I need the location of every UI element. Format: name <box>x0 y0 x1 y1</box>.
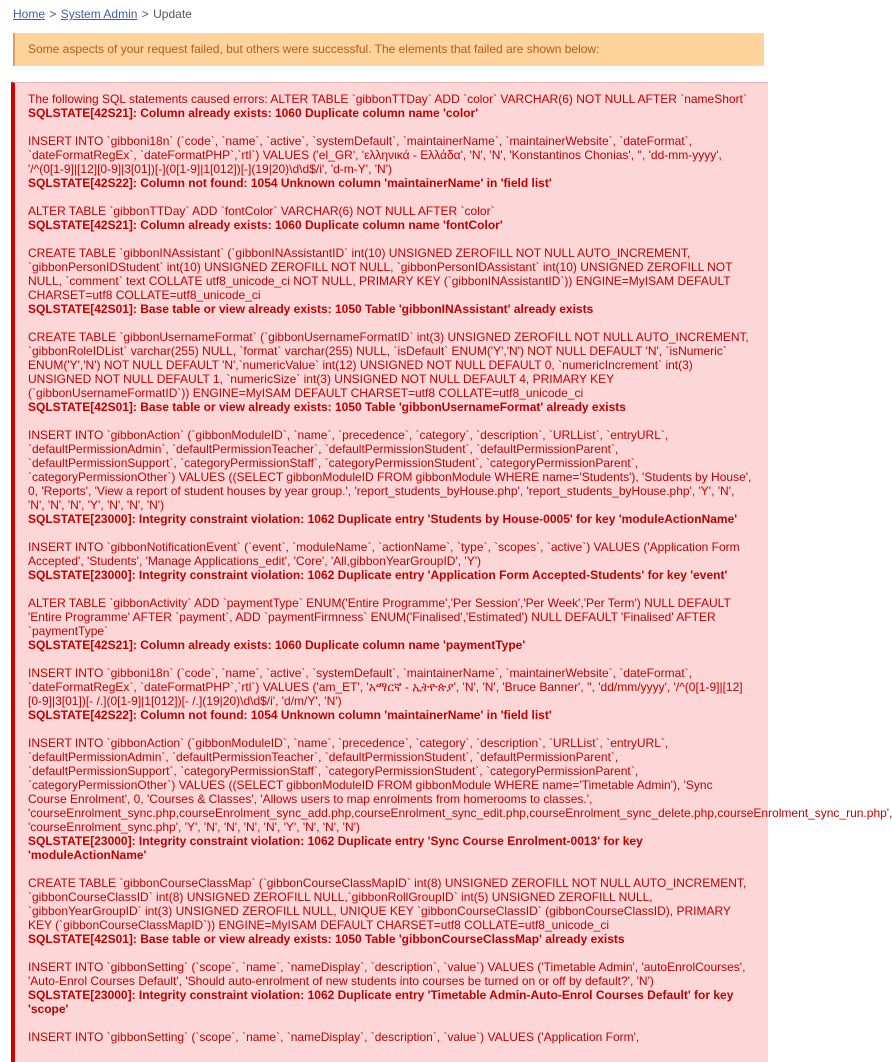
sql-statement-line: `defaultPermissionAdmin`, `defaultPermissionTeacher`, `defaultPermissionStudent`, `defaultPermissionParent`, <box>28 442 619 456</box>
error-entry <box>28 1030 768 1044</box>
breadcrumb-separator: > <box>49 7 57 21</box>
breadcrumb-home-link[interactable]: Home <box>13 7 46 21</box>
sql-statement-line: `gibbonPersonIDStudent` int(10) UNSIGNED ZEROFILL NOT NULL, `gibbonPersonIDAssistant` int(10) UNSIGNED ZEROFILL NOT <box>28 260 733 274</box>
sql-statement-line: ALTER TABLE `gibbonActivity` ADD `paymentType` ENUM('Entire Programme','Per Session','Per Week','Per Term') NULL DEFAULT <box>28 596 731 610</box>
sqlstate-error: SQLSTATE[23000]: Integrity constraint violation: 1062 Duplicate entry 'Sync Course Enrolment-0013' for key <box>28 834 643 848</box>
error-entry <box>28 540 768 582</box>
error-entry <box>28 666 768 722</box>
breadcrumb-current: Update <box>153 7 192 21</box>
sql-statement-line: INSERT INTO `gibbonAction` (`gibbonModuleID`, `name`, `precedence`, `category`, `description`, `URLList`, `entryURL`, <box>28 736 669 750</box>
error-entry <box>28 246 768 316</box>
sql-statement-line: KEY (`gibbonCourseClassMapID`)) ENGINE=MyISAM DEFAULT CHARSET=utf8 COLLATE=utf8_unicode_ci <box>28 918 609 932</box>
sqlstate-error: SQLSTATE[42S01]: Base table or view already exists: 1050 Table 'gibbonINAssistant' already exists <box>28 302 594 316</box>
sql-statement-line: INSERT INTO `gibboni18n` (`code`, `name`, `active`, `systemDefault`, `maintainerName`, `maintainerWebsite`, `dateFormat`, <box>28 666 692 680</box>
sqlstate-error: SQLSTATE[23000]: Integrity constraint violation: 1062 Duplicate entry 'Timetable Admin-Auto-Enrol Courses Default' for key <box>28 988 734 1002</box>
error-entry <box>28 330 768 414</box>
sql-statement-line: `gibbonYearGroupID` int(3) UNSIGNED ZEROFILL NULL, UNIQUE KEY `gibbonCourseClassID` (gibbonCourseClassID), PRIMARY <box>28 904 731 918</box>
error-entry <box>28 106 768 120</box>
sql-statement-line: 'courseEnrolment_sync.php', 'Y', 'N', 'N', 'N', 'N', 'Y', 'N', 'N', 'N') <box>28 820 360 834</box>
sql-statement-line: `dateFormatRegEx`, `dateFormatPHP`,`rtl`) VALUES ('am_ET', 'አማርኛ - ኢትዮጵያ', 'N', 'N', 'Bruce Banner', '', 'dd/mm/yyyy', '/^(0[1-9]|[12] <box>28 680 743 694</box>
sql-statement-line: `dateFormatRegEx`, `dateFormatPHP`,`rtl`) VALUES ('el_GR', 'ελληνικά - Ελλάδα', 'N', 'N', 'Konstantinos Chonias', '', 'dd-mm-yyyy', <box>28 148 722 162</box>
sql-statement-line: Course Enrolment', 0, 'Courses & Classes', 'Allows users to map enrolments from homerooms to classes.', <box>28 792 593 806</box>
error-entry <box>28 428 768 526</box>
sql-statement-line: ENUM('Y','N') NOT NULL DEFAULT 'N',`numericValue` int(12) UNSIGNED NOT NULL DEFAULT 0, `numericIncrement` int(3) <box>28 358 693 372</box>
warning-message: Some aspects of your request failed, but others were successful. The elements that failed are shown below: <box>13 33 764 66</box>
error-entry <box>28 204 768 232</box>
sql-statement-line: 'Auto-Enrol Courses Default', 'Should auto-enrolment of new students into courses be turned on or off by default?', 'N') <box>28 974 654 988</box>
sqlstate-error: SQLSTATE[42S22]: Column not found: 1054 Unknown column 'maintainerName' in 'field list' <box>28 176 552 190</box>
error-entry <box>28 736 892 862</box>
sql-statement-line: INSERT INTO `gibboni18n` (`code`, `name`, `active`, `systemDefault`, `maintainerName`, `maintainerWebsite`, `dateFormat`, <box>28 134 692 148</box>
sql-statement-line: `categoryPermissionOther`) VALUES ((SELECT gibbonModuleID FROM gibbonModule WHERE name='Students'), 'Students by House', <box>28 470 752 484</box>
sql-statement-line: INSERT INTO `gibbonNotificationEvent` (`event`, `moduleName`, `actionName`, `type`, `scopes`, `active`) VALUES ('Application Form <box>28 540 740 554</box>
error-entry <box>28 960 768 1016</box>
sqlstate-error-continued: 'scope' <box>28 1002 69 1016</box>
breadcrumb <box>13 7 192 21</box>
sqlstate-error: SQLSTATE[42S01]: Base table or view already exists: 1050 Table 'gibbonCourseClassMap' already exists <box>28 932 625 946</box>
sql-statement-line: '/^(0[1-9]|[12][0-9]|3[01])[-](0[1-9]|1[012])[-](19|20)\d\d$/i', 'd-m-Y', 'N') <box>28 162 392 176</box>
sql-statement-line: ALTER TABLE `gibbonTTDay` ADD `fontColor` VARCHAR(6) NOT NULL AFTER `color` <box>28 204 495 218</box>
sqlstate-error-continued: 'moduleActionName' <box>28 848 147 862</box>
sql-statement-line: 'courseEnrolment_sync.php,courseEnrolment_sync_add.php,courseEnrolment_sync_edit.php,courseEnrolment_sync_delete.php,courseEnrolment_sync_run.php', <box>28 806 892 820</box>
breadcrumb-system-admin-link[interactable]: System Admin <box>60 7 138 21</box>
sql-statement-line: CREATE TABLE `gibbonINAssistant` (`gibbonINAssistantID` int(10) UNSIGNED ZEROFILL NOT NULL AUTO_INCREMENT, <box>28 246 691 260</box>
sql-statement-line: 'N', 'N', 'N', 'Y', 'N', 'N', 'N') <box>28 498 165 512</box>
sql-statement-line: NULL, `comment` text COLLATE utf8_unicode_ci NOT NULL, PRIMARY KEY (`gibbonINAssistantID`)) ENGINE=MyISAM DEFAULT <box>28 274 731 288</box>
sql-statement-line: 'Entire Programme' AFTER `payment`, ADD `paymentFirmness` ENUM('Finalised','Estimated') NULL DEFAULT 'Finalised' AFTER <box>28 610 716 624</box>
sql-statement-line: `gibbonRoleIDList` varchar(255) NULL, `format` varchar(255) NULL, `isDefault` ENUM('Y','N') NOT NULL DEFAULT 'N', `isNumeric` <box>28 344 727 358</box>
sql-statement-line: INSERT INTO `gibbonSetting` (`scope`, `name`, `nameDisplay`, `description`, `value`) VALUES ('Application Form', <box>28 1030 640 1044</box>
sql-statement-line: `gibbonCourseClassID` int(8) UNSIGNED ZEROFILL NULL,`gibbonRollGroupID` int(5) UNSIGNED ZEROFILL NULL, <box>28 890 653 904</box>
sqlstate-error: SQLSTATE[42S21]: Column already exists: 1060 Duplicate column name 'color' <box>28 106 479 120</box>
sql-statement-line: `defaultPermissionSupport`, `categoryPermissionStaff`, `categoryPermissionStudent`, `categoryPermissionParent`, <box>28 764 639 778</box>
breadcrumb-separator: > <box>141 7 149 21</box>
sql-statement-line: UNSIGNED NOT NULL DEFAULT 1, `numericSize` int(3) UNSIGNED NOT NULL DEFAULT 4, PRIMARY KEY <box>28 372 615 386</box>
sql-statement-line: CREATE TABLE `gibbonCourseClassMap` (`gibbonCourseClassMapID` int(8) UNSIGNED ZEROFILL NOT NULL AUTO_INCREMENT, <box>28 876 747 890</box>
sql-statement-line: 0, 'Reports', 'View a report of student houses by year group.', 'report_students_byHouse.php', 'report_students_byHouse.php', 'Y', 'N', <box>28 484 735 498</box>
sql-statement-line: (`gibbonUsernameFormatID`)) ENGINE=MyISAM DEFAULT CHARSET=utf8 COLLATE=utf8_unicode_ci <box>28 386 584 400</box>
error-box <box>11 82 892 1062</box>
sql-statement-line: CHARSET=utf8 COLLATE=utf8_unicode_ci <box>28 288 261 302</box>
sql-statement-line: Accepted', 'Students', 'Manage Applications_edit', 'Core', 'All,gibbonYearGroupID', 'Y') <box>28 554 482 568</box>
sql-statement-line: INSERT INTO `gibbonAction` (`gibbonModuleID`, `name`, `precedence`, `category`, `description`, `URLList`, `entryURL`, <box>28 428 669 442</box>
sql-statement-line: CREATE TABLE `gibbonUsernameFormat` (`gibbonUsernameFormatID` int(3) UNSIGNED ZEROFILL NOT NULL AUTO_INCREMENT, <box>28 330 749 344</box>
error-entry <box>28 876 768 946</box>
sqlstate-error: SQLSTATE[42S01]: Base table or view already exists: 1050 Table 'gibbonUsernameFormat' already exists <box>28 400 626 414</box>
sql-statement-line: INSERT INTO `gibbonSetting` (`scope`, `name`, `nameDisplay`, `description`, `value`) VALUES ('Timetable Admin', 'autoEnrolCourses', <box>28 960 746 974</box>
sqlstate-error: SQLSTATE[23000]: Integrity constraint violation: 1062 Duplicate entry 'Application Form Accepted-Students' for key 'event' <box>28 568 728 582</box>
sql-statement-line: `paymentType` <box>28 624 109 638</box>
sqlstate-error: SQLSTATE[42S22]: Column not found: 1054 Unknown column 'maintainerName' in 'field list' <box>28 708 552 722</box>
error-entry <box>28 596 768 652</box>
sqlstate-error: SQLSTATE[42S21]: Column already exists: 1060 Duplicate column name 'paymentType' <box>28 638 526 652</box>
error-intro: The following SQL statements caused errors: ALTER TABLE `gibbonTTDay` ADD `color` VARCHAR(6) NOT NULL AFTER `nameShort` <box>28 92 747 106</box>
sql-statement-line: [0-9]|3[01])[- /.](0[1-9]|1[012])[- /.](19|20)\d\d$/i', 'd/m/Y', 'N') <box>28 694 342 708</box>
error-entry <box>28 134 768 190</box>
sql-statement-line: `defaultPermissionAdmin`, `defaultPermissionTeacher`, `defaultPermissionStudent`, `defaultPermissionParent`, <box>28 750 619 764</box>
sqlstate-error: SQLSTATE[42S21]: Column already exists: 1060 Duplicate column name 'fontColor' <box>28 218 503 232</box>
sqlstate-error: SQLSTATE[23000]: Integrity constraint violation: 1062 Duplicate entry 'Students by House-0005' for key 'moduleActionName' <box>28 512 738 526</box>
sql-statement-line: `defaultPermissionSupport`, `categoryPermissionStaff`, `categoryPermissionStudent`, `categoryPermissionParent`, <box>28 456 639 470</box>
sql-statement-line: `categoryPermissionOther`) VALUES ((SELECT gibbonModuleID FROM gibbonModule WHERE name='Timetable Admin'), 'Sync <box>28 778 713 792</box>
error-list <box>28 106 892 1044</box>
